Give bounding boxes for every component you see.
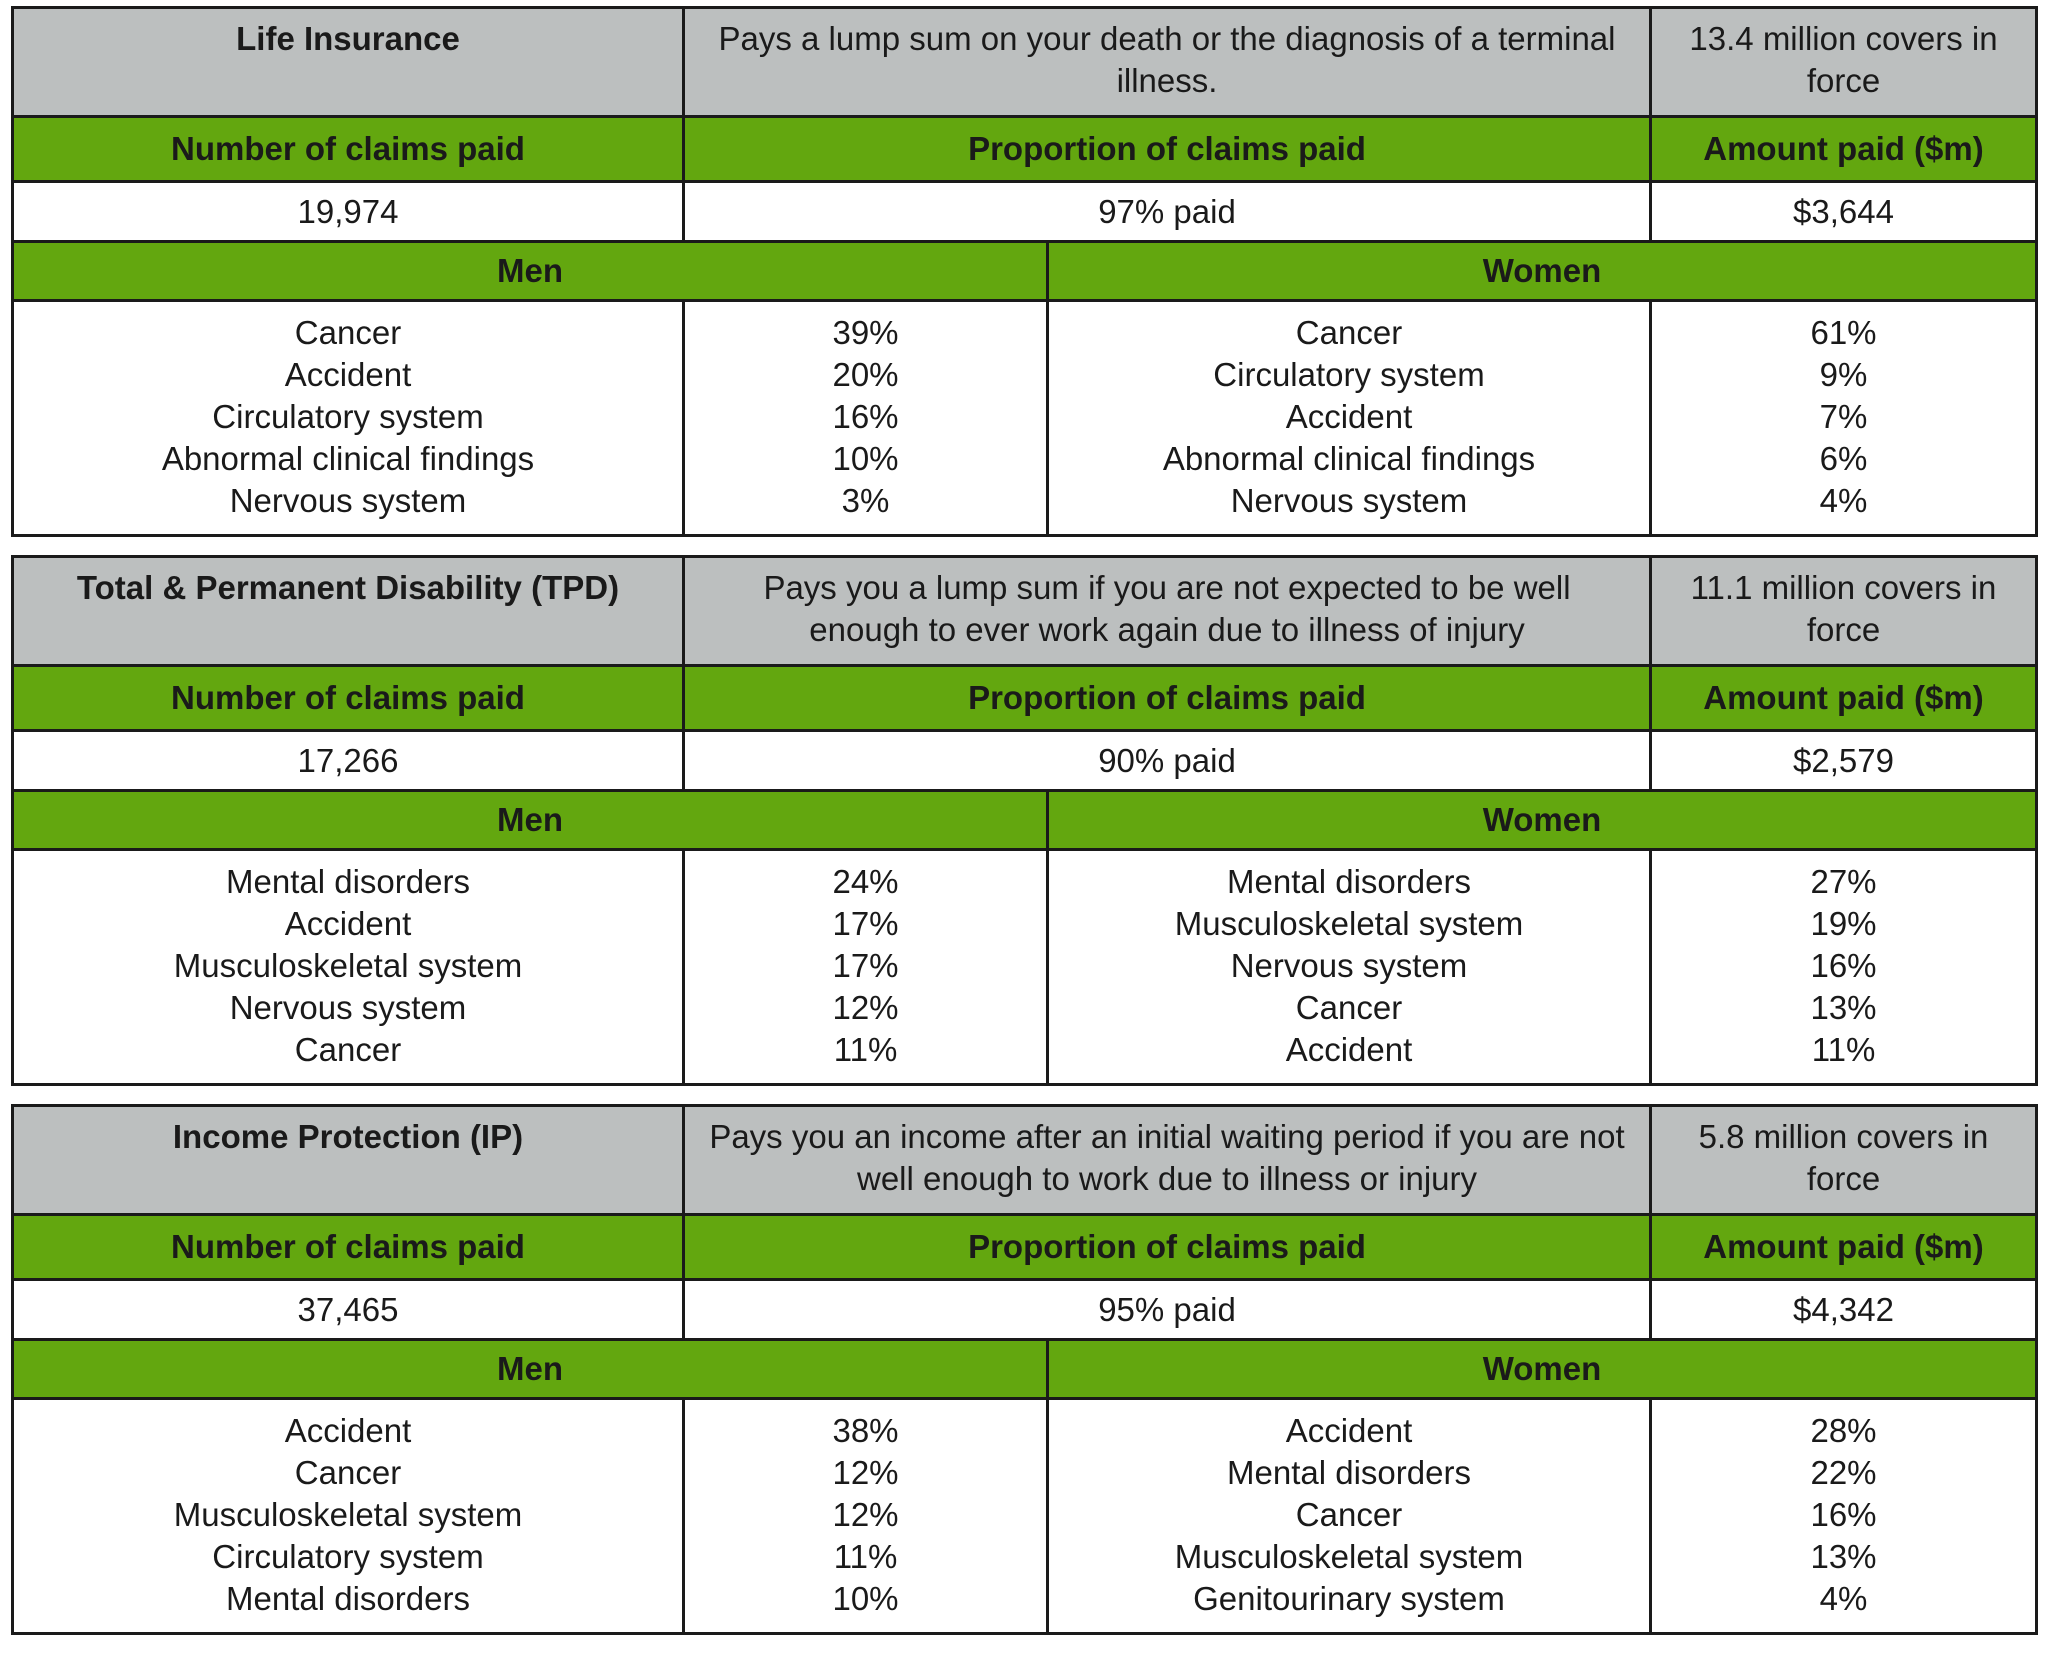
list-item-percent: 28%	[1810, 1412, 1877, 1449]
list-item-percent: 11%	[833, 1031, 898, 1068]
header-proportion: Proportion of claims paid	[682, 1216, 1649, 1278]
header-proportion: Proportion of claims paid	[682, 118, 1649, 180]
list-item-percent: 20%	[832, 356, 899, 393]
section-tpd	[11, 555, 2038, 1086]
women-causes-column	[1046, 302, 1649, 534]
list-item-percent: 11%	[1811, 1031, 1876, 1068]
list-item-cause: Musculoskeletal system	[1174, 1538, 1524, 1575]
list-item-cause: Cancer	[1295, 314, 1403, 351]
men-header: Men	[497, 252, 563, 289]
header-amount: Amount paid ($m)	[1649, 667, 2035, 729]
list-item-percent: 27%	[1810, 863, 1877, 900]
gender-header-row	[14, 1341, 2035, 1400]
men-causes-column	[14, 1400, 682, 1632]
section-description: Pays a lump sum on your death or the diagnosis of a terminal illness.	[682, 9, 1649, 115]
list-item-percent: 3%	[841, 482, 890, 519]
list-item-cause: Mental disorders	[226, 1580, 470, 1617]
list-item-cause: Nervous system	[229, 482, 467, 519]
section-description: Pays you an income after an initial waiting period if you are not well enough to work due to illness or injury	[682, 1107, 1649, 1213]
gender-header-row	[14, 792, 2035, 851]
list-item-cause: Circulatory system	[1213, 356, 1485, 393]
women-percent-column	[1649, 851, 2035, 1083]
list-item-cause: Nervous system	[1230, 947, 1468, 984]
proportion-value: 90% paid	[682, 732, 1649, 789]
section-description: Pays you a lump sum if you are not expected to be well enough to ever work again due to illness of injury	[682, 558, 1649, 664]
list-item-cause: Circulatory system	[212, 1538, 484, 1575]
causes-list-row	[14, 851, 2035, 1083]
list-item-cause: Cancer	[294, 1454, 402, 1491]
list-item-cause: Nervous system	[229, 989, 467, 1026]
list-item-percent: 11%	[833, 1538, 898, 1575]
list-item-percent: 13%	[1810, 989, 1877, 1026]
header-claims-count: Number of claims paid	[171, 1228, 525, 1265]
list-item-cause: Abnormal clinical findings	[161, 440, 535, 477]
gender-header-row	[14, 243, 2035, 302]
list-item-cause: Musculoskeletal system	[173, 947, 523, 984]
men-header: Men	[497, 801, 563, 838]
summary-header-row	[14, 667, 2035, 732]
summary-header-row	[14, 118, 2035, 183]
list-item-percent: 4%	[1819, 1580, 1868, 1617]
covers-in-force: 13.4 million covers in force	[1649, 9, 2035, 115]
list-item-percent: 10%	[832, 1580, 899, 1617]
list-item-cause: Accident	[284, 356, 412, 393]
section-description-row	[14, 9, 2035, 118]
claims-count-value: 17,266	[297, 741, 399, 779]
header-amount: Amount paid ($m)	[1649, 1216, 2035, 1278]
men-percent-column	[682, 851, 1046, 1083]
list-item-percent: 12%	[832, 1496, 899, 1533]
amount-value: $2,579	[1649, 732, 2035, 789]
list-item-cause: Nervous system	[1230, 482, 1468, 519]
section-life-insurance	[11, 6, 2038, 537]
summary-values-row	[14, 732, 2035, 792]
list-item-cause: Accident	[284, 905, 412, 942]
list-item-cause: Accident	[284, 1412, 412, 1449]
section-title: Life Insurance	[236, 20, 460, 57]
men-header: Men	[497, 1350, 563, 1387]
list-item-cause: Accident	[1285, 1412, 1413, 1449]
summary-header-row	[14, 1216, 2035, 1281]
list-item-percent: 4%	[1819, 482, 1868, 519]
header-proportion: Proportion of claims paid	[682, 667, 1649, 729]
header-claims-count: Number of claims paid	[171, 679, 525, 716]
proportion-value: 95% paid	[682, 1281, 1649, 1338]
list-item-cause: Cancer	[294, 1031, 402, 1068]
summary-values-row	[14, 183, 2035, 243]
list-item-percent: 17%	[832, 947, 899, 984]
claims-count-value: 19,974	[297, 192, 399, 230]
section-title: Income Protection (IP)	[172, 1118, 524, 1155]
list-item-percent: 10%	[832, 440, 899, 477]
men-causes-column	[14, 851, 682, 1083]
header-amount: Amount paid ($m)	[1649, 118, 2035, 180]
list-item-percent: 39%	[832, 314, 899, 351]
women-causes-column	[1046, 851, 1649, 1083]
proportion-value: 97% paid	[682, 183, 1649, 240]
women-percent-column	[1649, 1400, 2035, 1632]
list-item-percent: 24%	[832, 863, 899, 900]
section-description-row	[14, 1107, 2035, 1216]
women-causes-column	[1046, 1400, 1649, 1632]
list-item-cause: Accident	[1285, 398, 1413, 435]
list-item-cause: Mental disorders	[226, 863, 470, 900]
women-header: Women	[1046, 1341, 2035, 1397]
list-item-percent: 16%	[1810, 947, 1877, 984]
summary-values-row	[14, 1281, 2035, 1341]
list-item-cause: Cancer	[1295, 1496, 1403, 1533]
covers-in-force: 5.8 million covers in force	[1649, 1107, 2035, 1213]
list-item-percent: 9%	[1819, 356, 1868, 393]
women-percent-column	[1649, 302, 2035, 534]
list-item-percent: 16%	[1810, 1496, 1877, 1533]
list-item-cause: Mental disorders	[1227, 863, 1471, 900]
women-header: Women	[1046, 792, 2035, 848]
list-item-cause: Musculoskeletal system	[1174, 905, 1524, 942]
list-item-cause: Cancer	[294, 314, 402, 351]
list-item-cause: Abnormal clinical findings	[1162, 440, 1536, 477]
list-item-percent: 16%	[832, 398, 899, 435]
claims-count-value: 37,465	[297, 1290, 399, 1328]
list-item-cause: Genitourinary system	[1193, 1580, 1505, 1617]
list-item-percent: 22%	[1810, 1454, 1877, 1491]
covers-in-force: 11.1 million covers in force	[1649, 558, 2035, 664]
list-item-cause: Cancer	[1295, 989, 1403, 1026]
list-item-percent: 38%	[832, 1412, 899, 1449]
causes-list-row	[14, 302, 2035, 534]
header-claims-count: Number of claims paid	[171, 130, 525, 167]
list-item-percent: 17%	[832, 905, 899, 942]
men-percent-column	[682, 302, 1046, 534]
women-header: Women	[1046, 243, 2035, 299]
list-item-percent: 19%	[1810, 905, 1877, 942]
section-description-row	[14, 558, 2035, 667]
list-item-percent: 7%	[1819, 398, 1868, 435]
causes-list-row	[14, 1400, 2035, 1632]
list-item-cause: Accident	[1285, 1031, 1413, 1068]
list-item-cause: Musculoskeletal system	[173, 1496, 523, 1533]
amount-value: $4,342	[1649, 1281, 2035, 1338]
list-item-percent: 61%	[1810, 314, 1877, 351]
men-percent-column	[682, 1400, 1046, 1632]
list-item-percent: 12%	[832, 989, 899, 1026]
men-causes-column	[14, 302, 682, 534]
list-item-percent: 6%	[1819, 440, 1868, 477]
section-title: Total & Permanent Disability (TPD)	[76, 569, 620, 606]
list-item-cause: Mental disorders	[1227, 1454, 1471, 1491]
amount-value: $3,644	[1649, 183, 2035, 240]
section-income-protection	[11, 1104, 2038, 1635]
list-item-percent: 12%	[832, 1454, 899, 1491]
list-item-cause: Circulatory system	[212, 398, 484, 435]
list-item-percent: 13%	[1810, 1538, 1877, 1575]
